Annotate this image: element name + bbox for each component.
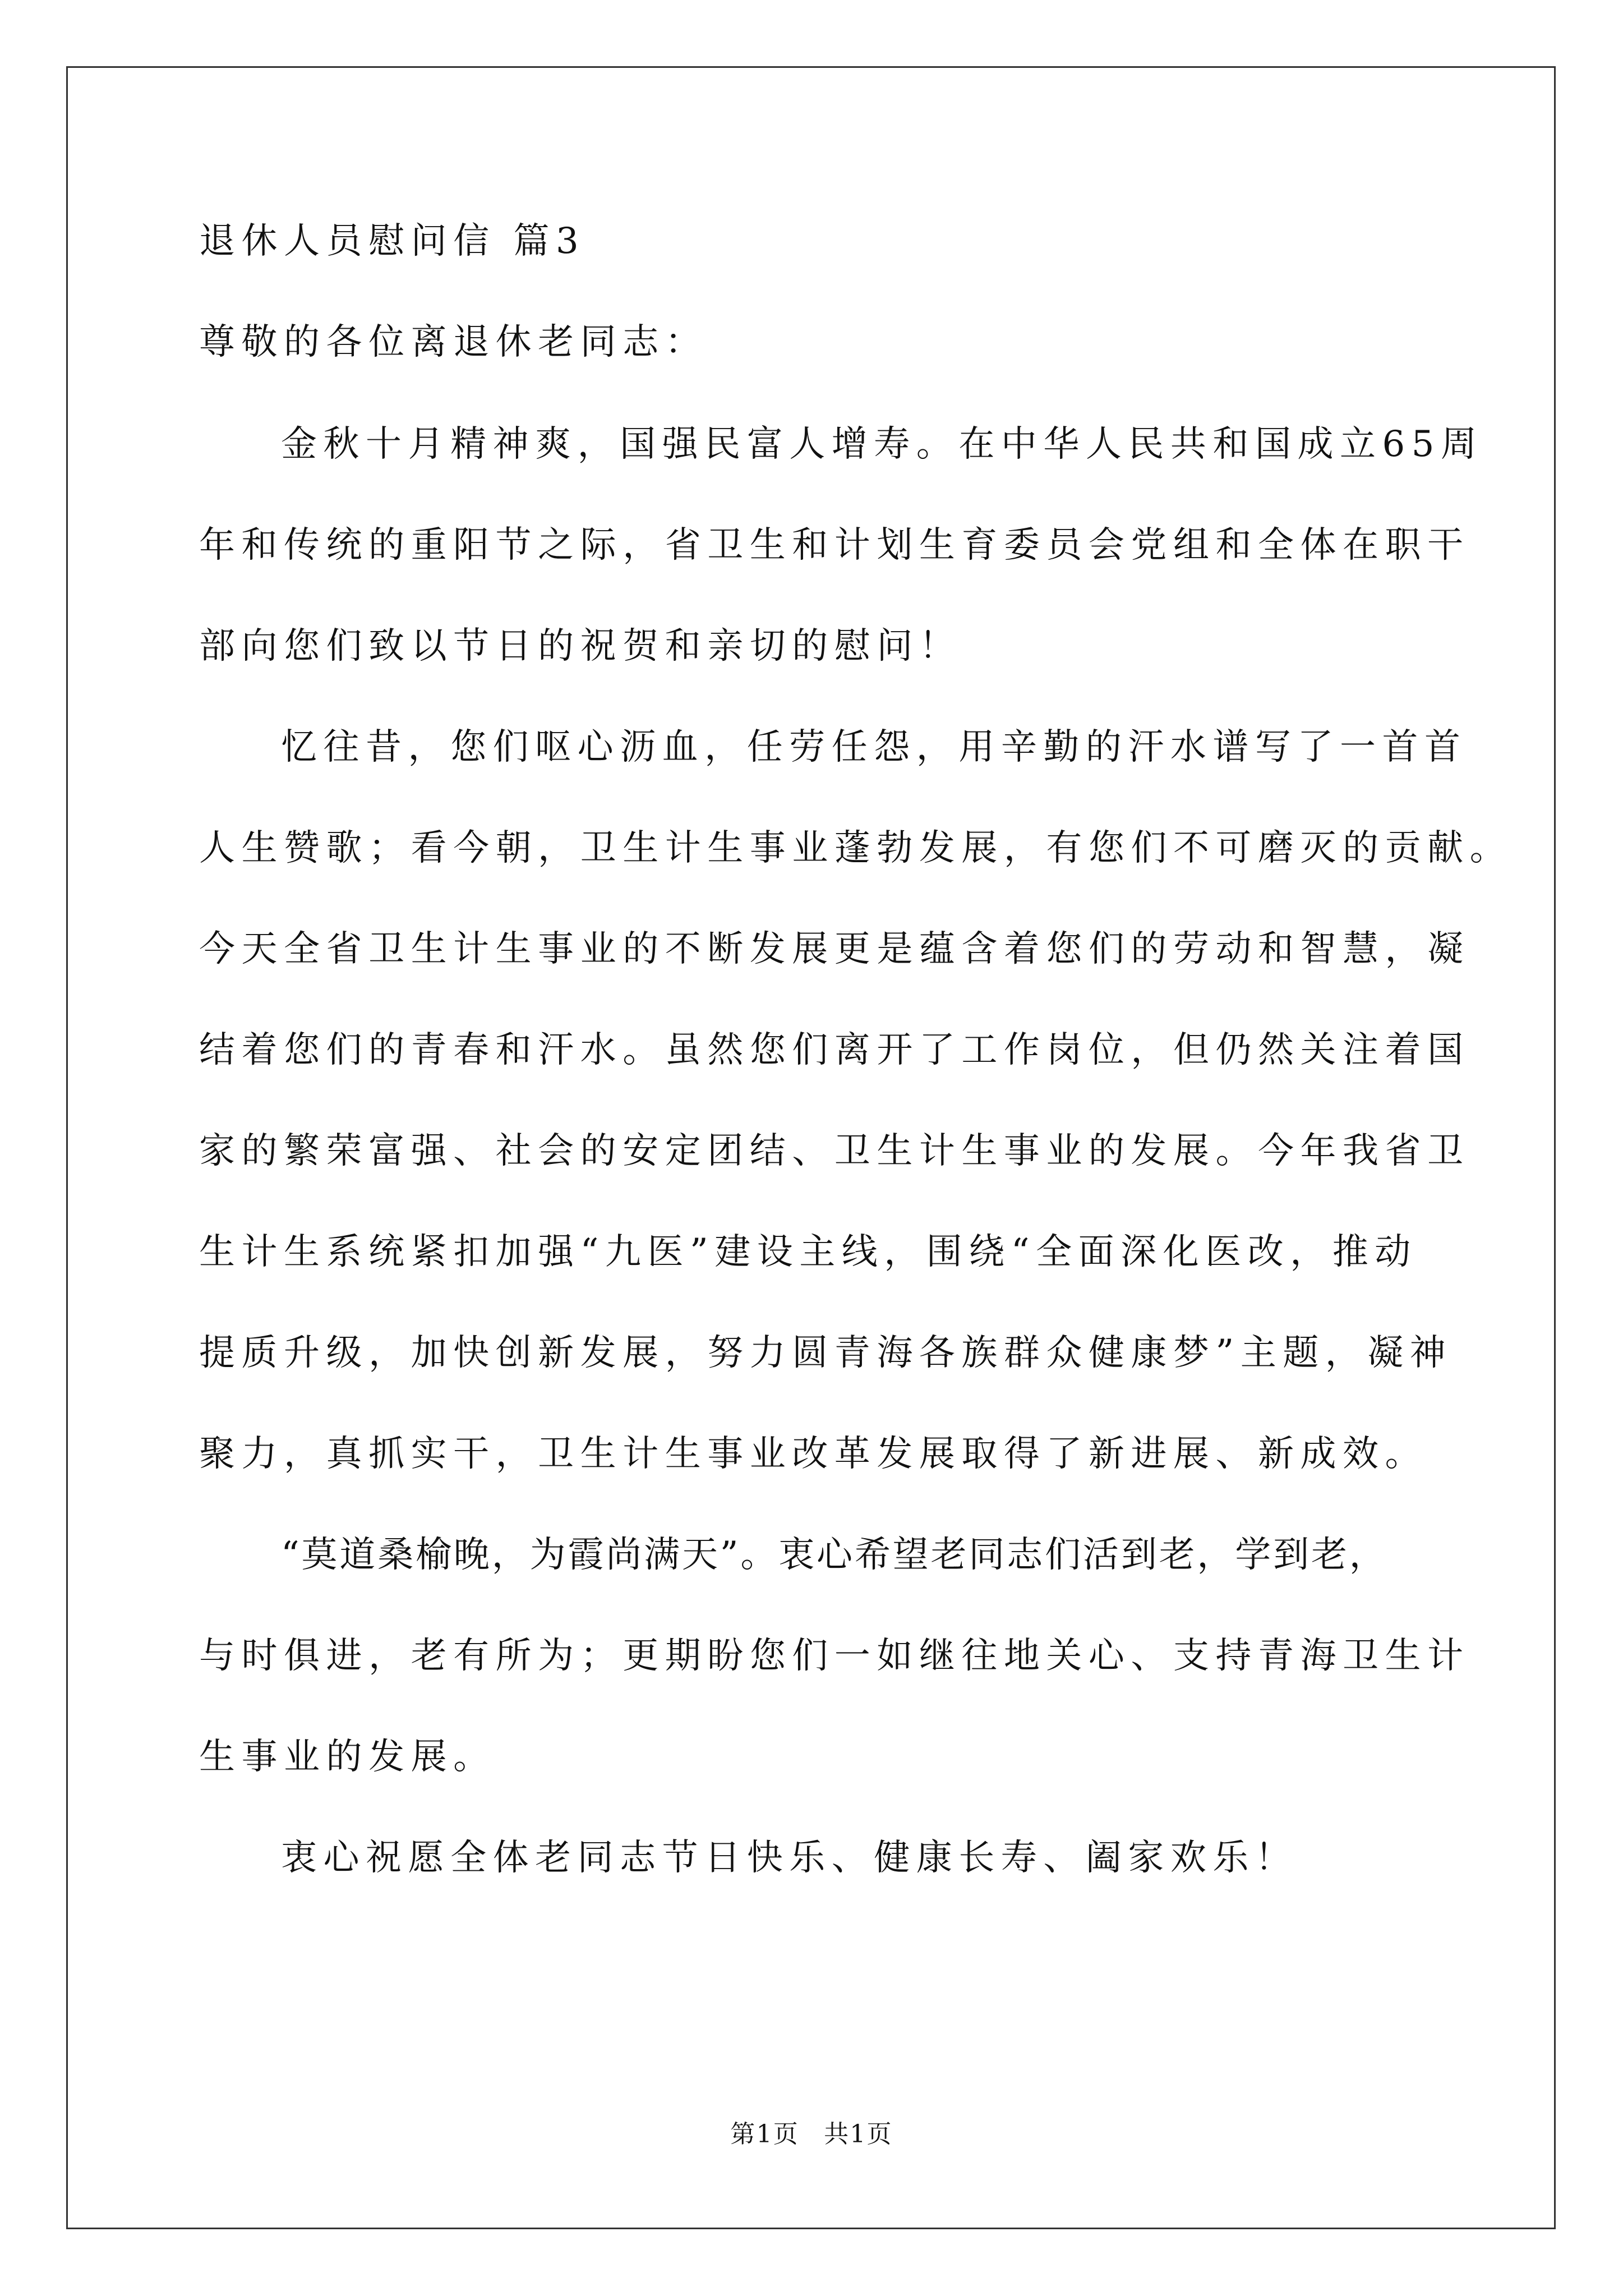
- document-title: 退休人员慰问信 篇3: [199, 220, 585, 262]
- closing-wish: 衷心祝愿全体老同志节日快乐、健康长寿、阖家欢乐！: [281, 1837, 1298, 1879]
- paragraph-1-line-3: 部向您们致以节日的祝贺和亲切的慰问！: [199, 625, 962, 667]
- paragraph-2-line-6: 生计生系统紧扣加强“九医”建设主线，围绕“全面深化医改，推动: [199, 1231, 1417, 1273]
- paragraph-2-line-3: 今天全省卫生计生事业的不断发展更是蕴含着您们的劳动和智慧，凝: [199, 928, 1470, 970]
- paragraph-2-line-7: 提质升级，加快创新发展，努力圆青海各族群众健康梦”主题，凝神: [199, 1332, 1453, 1374]
- page-total: 共1页: [824, 2120, 893, 2148]
- paragraph-2-line-4: 结着您们的青春和汗水。虽然您们离开了工作岗位，但仍然关注着国: [199, 1029, 1470, 1071]
- paragraph-2-line-1: 忆往昔，您们呕心沥血，任劳任怨，用辛勤的汗水谱写了一首首: [281, 726, 1467, 768]
- paragraph-1-line-1: 金秋十月精神爽，国强民富人增寿。在中华人民共和国成立65周: [281, 424, 1483, 465]
- paragraph-1-line-2: 年和传统的重阳节之际，省卫生和计划生育委员会党组和全体在职干: [199, 524, 1470, 566]
- salutation: 尊敬的各位离退休老同志：: [199, 321, 708, 363]
- page-number: 第1页: [730, 2120, 799, 2148]
- paragraph-3-line-1: “莫道桑榆晚，为霞尚满天”。衷心希望老同志们活到老，学到老，: [281, 1534, 1387, 1576]
- paragraph-2-line-2: 人生赞歌；看今朝，卫生计生事业蓬勃发展，有您们不可磨灭的贡献。: [199, 827, 1513, 869]
- paragraph-3-line-2: 与时俱进，老有所为；更期盼您们一如继往地关心、支持青海卫生计: [199, 1635, 1470, 1677]
- page-footer: [0, 2118, 1623, 2151]
- paragraph-2-line-8: 聚力，真抓实干，卫生计生事业改革发展取得了新进展、新成效。: [199, 1433, 1428, 1475]
- paragraph-2-line-5: 家的繁荣富强、社会的安定团结、卫生计生事业的发展。今年我省卫: [199, 1130, 1470, 1172]
- paragraph-3-line-3: 生事业的发展。: [199, 1736, 496, 1778]
